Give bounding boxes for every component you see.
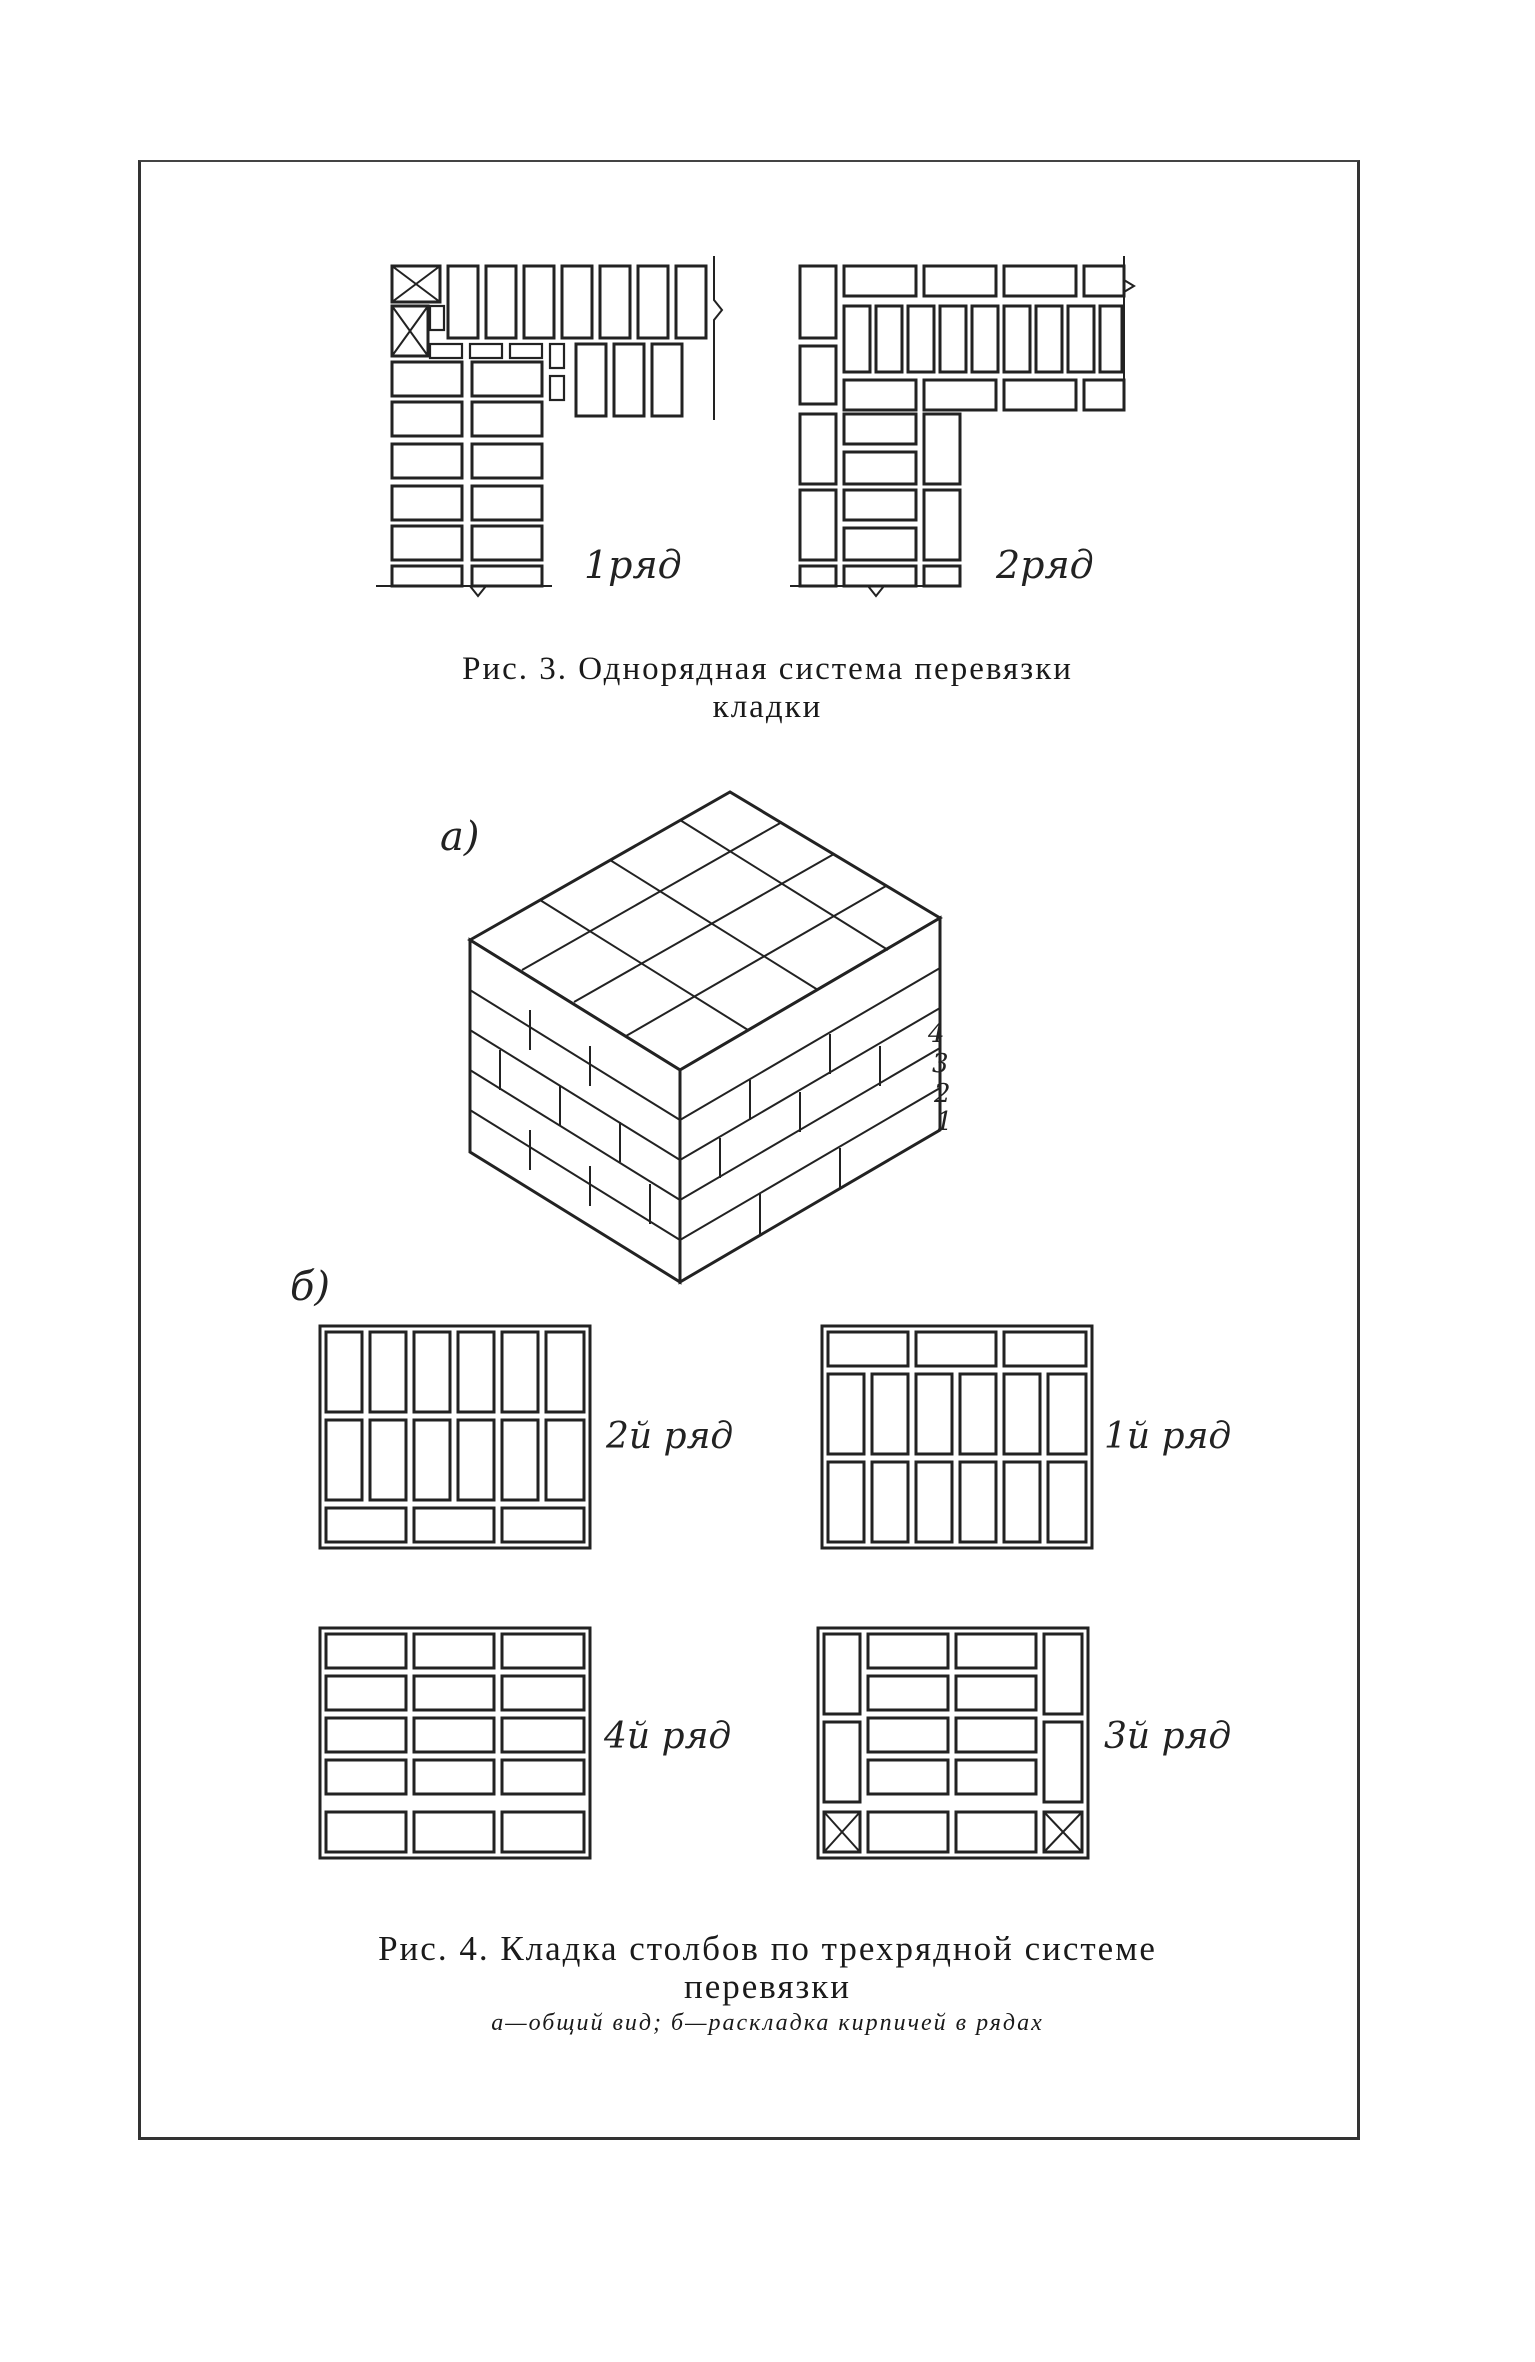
fig3-row1-drawing <box>376 256 722 596</box>
plan-row4-label: 4й ряд <box>604 1716 732 1757</box>
fig4-part-a-label: а) <box>440 814 480 860</box>
plan-row4 <box>320 1628 731 1858</box>
fig3-row1-label: 1ряд <box>584 543 682 587</box>
fig4-caption-line1: Рис. 4. Кладка столбов по трехрядной системе <box>378 1929 1157 1968</box>
plan-row3 <box>818 1628 1231 1858</box>
fig3-caption <box>0 650 1535 726</box>
fig4-caption-sub: а—общий вид; б—раскладка кирпичей в рядах <box>491 2010 1044 2036</box>
plan-row3-label: 3й ряд <box>1104 1716 1232 1757</box>
fig4-isometric-column <box>440 792 953 1282</box>
row-number-2: 2 <box>934 1079 951 1109</box>
plan-row2-label: 2й ряд <box>606 1416 734 1457</box>
fig4-caption-line2: перевязки <box>683 1967 852 2006</box>
fig4-part-b-label: б) <box>290 1264 331 1310</box>
row-number-1: 1 <box>936 1107 953 1137</box>
fig3-caption-line1: Рис. 3. Однорядная система перевязки <box>462 651 1073 687</box>
row-number-4: 4 <box>928 1019 945 1049</box>
fig3-row2-label: 2ряд <box>996 543 1094 587</box>
fig3-row2-drawing <box>790 256 1134 596</box>
plan-row1-label: 1й ряд <box>1104 1416 1232 1457</box>
row-number-3: 3 <box>932 1049 949 1079</box>
fig3-caption-line2: кладки <box>712 689 823 725</box>
fig4-caption <box>0 1930 1535 2006</box>
plan-row2 <box>320 1326 733 1548</box>
plan-row1 <box>822 1326 1231 1548</box>
